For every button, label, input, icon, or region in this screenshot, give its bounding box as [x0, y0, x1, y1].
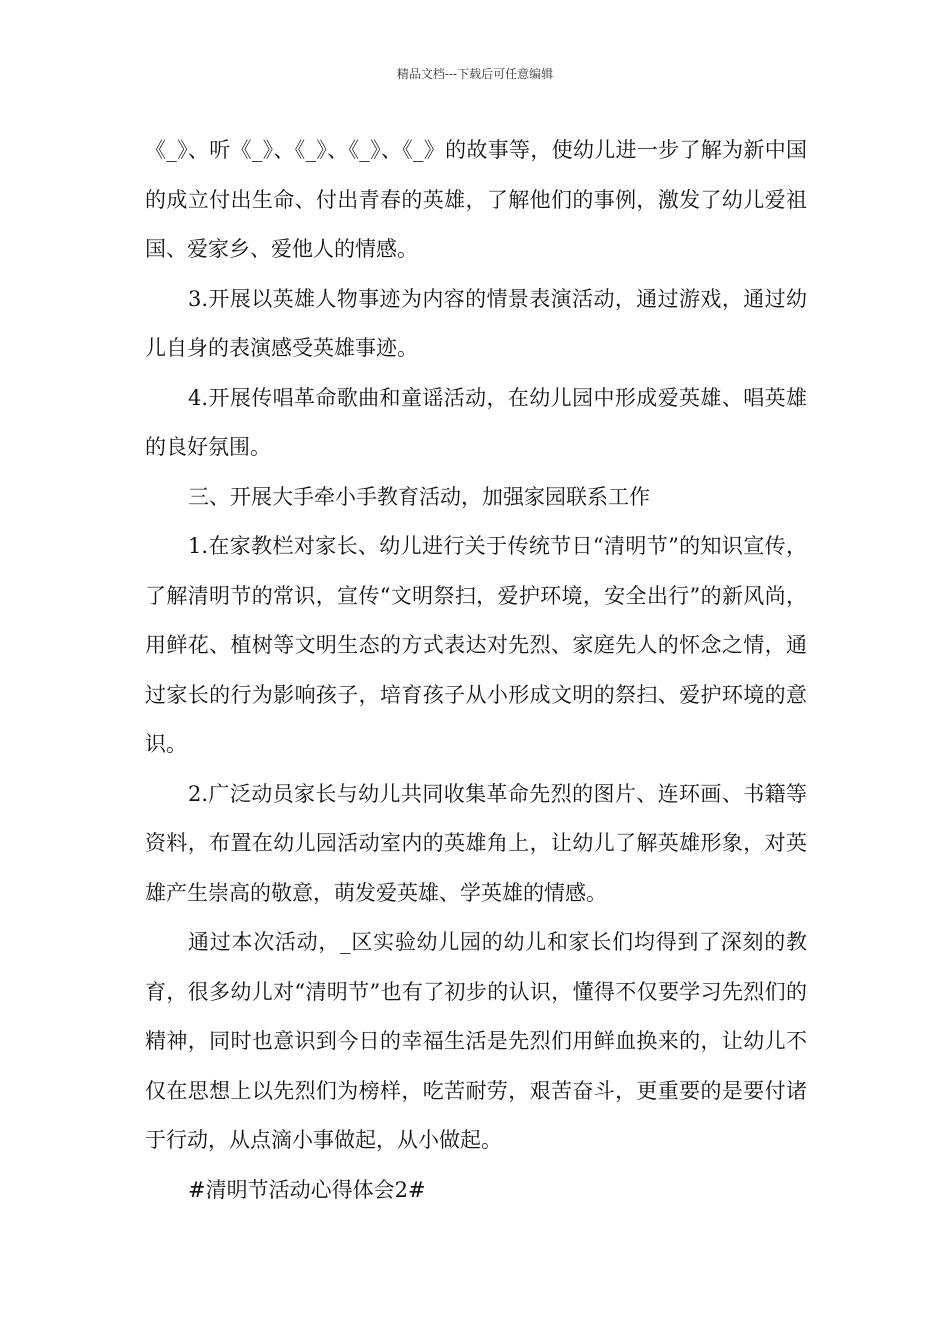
- section-heading-3: 三、开展大手牵小手教育活动，加强家园联系工作: [188, 484, 650, 509]
- paragraph-item-1-parent-education: 1.在家教栏对家长、幼儿进行关于传统节日“清明节”的知识宣传，了解清明节的常识，宣传“文明祭扫，爱护环境，安全出行”的新风尚，用鲜花、植树等文明生态的方式表达对先烈、家庭先人的怀念之情，通过家长的行为影响孩子，培育孩子从小形成文明的祭扫、爱护环境的意识。: [145, 534, 807, 756]
- paragraph-continued-story-list: 《_》、听《_》、《_》、《_》、《_》的故事等，使幼儿进一步了解为新中国的成立付出生命、付出青春的英雄，了解他们的事例，激发了幼儿爱祖国、爱家乡、爱他人的情感。: [145, 138, 807, 261]
- paragraph-conclusion: 通过本次活动，_区实验幼儿园的幼儿和家长们均得到了深刻的教育，很多幼儿对“清明节”也有了初步的认识，懂得不仅要学习先烈们的精神，同时也意识到今日的幸福生活是先烈们用鲜血换来的，让幼儿不仅在思想上以先烈们为榜样，吃苦耐劳，艰苦奋斗，更重要的是要付诸于行动，从点滴小事做起，从小做起。: [145, 930, 807, 1152]
- paragraph-item-4-songs: 4.开展传唱革命歌曲和童谣活动，在幼儿园中形成爱英雄、唱英雄的良好氛围。: [145, 385, 807, 459]
- document-body: [145, 126, 807, 1215]
- next-section-title: #清明节活动心得体会2#: [188, 1177, 426, 1202]
- paragraph-item-2-materials: 2.广泛动员家长与幼儿共同收集革命先烈的图片、连环画、书籍等资料，布置在幼儿园活动室内的英雄角上，让幼儿了解英雄形象，对英雄产生崇高的敬意，萌发爱英雄、学英雄的情感。: [145, 781, 807, 905]
- page-header: 精品文档---下载后可任意编辑: [396, 67, 554, 81]
- paragraph-item-3-performance: 3.开展以英雄人物事迹为内容的情景表演活动，通过游戏，通过幼儿自身的表演感受英雄事迹。: [145, 286, 807, 360]
